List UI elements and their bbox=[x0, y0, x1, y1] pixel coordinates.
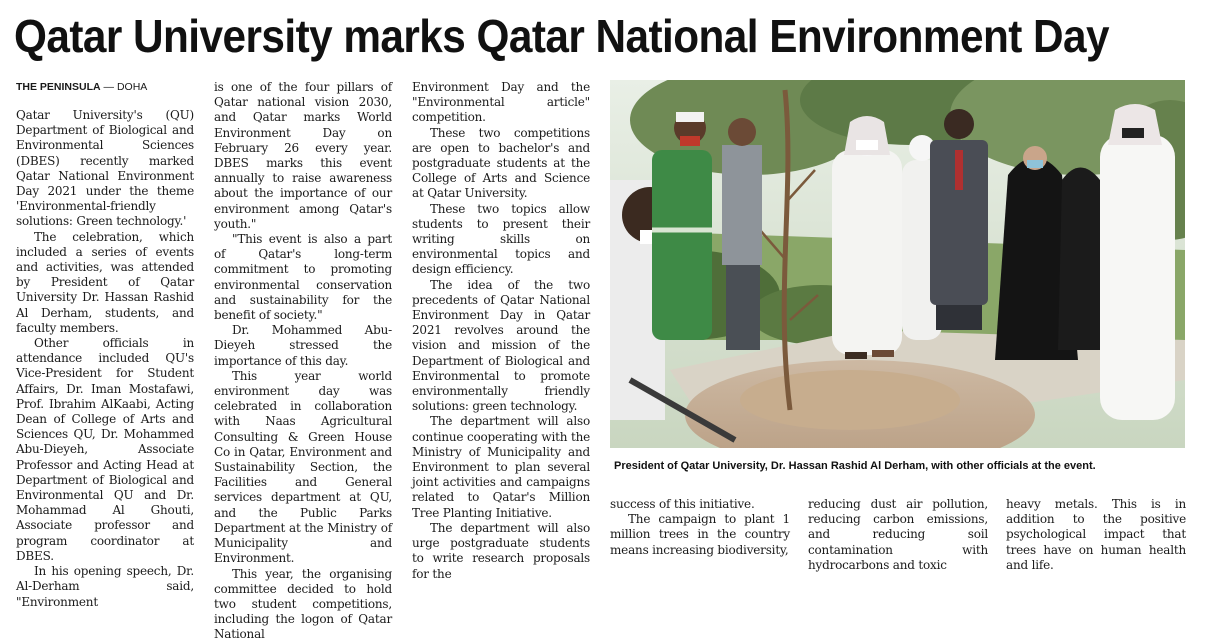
paragraph: The department will also continue cooperating with the Ministry of Municipality and Environment to plan several joint activities and campaigns related to Qatar's Million Tree Planting Initiative. bbox=[412, 414, 590, 520]
event-photo-illustration bbox=[610, 80, 1185, 448]
event-photo bbox=[610, 80, 1185, 448]
article-column-5 bbox=[808, 497, 988, 573]
paragraph: These two topics allow students to present their writing skills on environmental topics and design efficiency. bbox=[412, 201, 590, 277]
paragraph: Qatar University's (QU) Department of Biological and Environmental Sciences (DBES) recently marked Qatar National Environment Day 2021 under the theme 'Environmental-friendly solutions: Green technology.' bbox=[16, 108, 194, 229]
paragraph: is one of the four pillars of Qatar national vision 2030, and Qatar marks World Environment Day on February 26 every year. DBES marks this event annually to raise awareness about the importance of our environment among Qatar's youth." bbox=[214, 80, 392, 231]
article-column-1 bbox=[16, 80, 194, 610]
paragraph: "This event is also a part of Qatar's long-term commitment to promoting environmental conservation and sustainability for the benefit of society." bbox=[214, 232, 392, 323]
dateline-separator: — bbox=[103, 81, 115, 93]
dateline-source: THE PENINSULA bbox=[16, 81, 101, 93]
dateline bbox=[16, 80, 194, 94]
paragraph: Environment Day and the "Environmental article" competition. bbox=[412, 80, 590, 125]
paragraph: The celebration, which included a series of events and activities, was attended by President of Qatar University Dr. Hassan Rashid Al Derham, students, and faculty members. bbox=[16, 229, 194, 335]
article-column-6 bbox=[1006, 497, 1186, 573]
paragraph: Other officials in attendance included QU's Vice-President for Student Affairs, Dr. Iman Mostafawi, Prof. Ibrahim AlKaabi, Acting Dean of College of Arts and Sciences QU, Dr. Mohammed Abu-Dieyeh, Associate Professor and Acting Head at Department of Biological and Environmental QU and Dr. Mohammad Al Ghouti, Associate professor and program coordinator at DBES. bbox=[16, 336, 194, 563]
paragraph: reducing dust air pollution, reducing carbon emissions, and reducing soil contamination with hydrocarbons and toxic bbox=[808, 497, 988, 572]
paragraph: success of this initiative. bbox=[610, 497, 755, 511]
dateline-city: DOHA bbox=[116, 81, 148, 93]
article-column-4 bbox=[610, 497, 790, 558]
paragraph: The department will also urge postgraduate students to write research proposals for the bbox=[412, 520, 590, 581]
photo-caption: President of Qatar University, Dr. Hassan Rashid Al Derham, with other officials at the event. bbox=[614, 460, 1096, 472]
paragraph: In his opening speech, Dr. Al-Derham said, "Environment bbox=[16, 564, 194, 609]
headline: Qatar University marks Qatar National Environment Day bbox=[14, 10, 1109, 62]
article-column-3 bbox=[412, 80, 590, 582]
paragraph: These two competitions are open to bachelor's and postgraduate students at the College of Arts and Science at Qatar University. bbox=[412, 125, 590, 201]
paragraph: This year, the organising committee decided to hold two student competitions, including the logon of Qatar National bbox=[214, 566, 392, 642]
paragraph: This year world environment day was celebrated in collaboration with Naas Agricultural Consulting & Green House Co in Qatar, Environment and Sustainability Section, the Facilities and General services department at QU, and the Public Parks Department at the Ministry of Municipality and Environment. bbox=[214, 368, 392, 566]
paragraph: The idea of the two precedents of Qatar National Environment Day in Qatar 2021 revolves around the vision and mission of the Department of Biological and Environmental to promote environmentally friendly solutions: green technology. bbox=[412, 277, 590, 414]
paragraph: Dr. Mohammed Abu-Dieyeh stressed the importance of this day. bbox=[214, 323, 392, 368]
paragraph: The campaign to plant 1 million trees in the country means increasing biodiversity, bbox=[610, 512, 790, 557]
article-column-2 bbox=[214, 80, 392, 643]
paragraph: heavy metals. This is in addition to the positive psychological impact that trees have on human health and life. bbox=[1006, 497, 1186, 572]
